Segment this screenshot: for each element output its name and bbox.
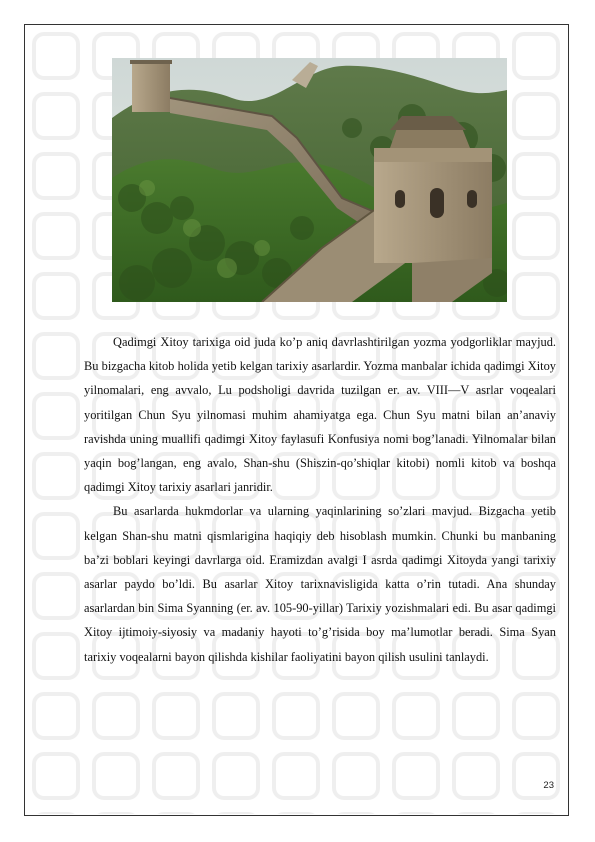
paragraph-2: Bu asarlarda hukmdorlar va ularning yaqinlarining so’zlari mavjud. Bizgacha yetib kelgan Shan-shu matni qismlarigina haqiqiy deb hisoblash mumkin. Chunki bu manbaning ba’zi boblari keyingi davrlarga oid. Eramizdan avalgi I asrda qadimgi Xitoyda yangi tarixiy asarlar paydo bo’ldi. Bu asarlar Xitoy tarixnavisligida katta o’rin tutadi. Ana shunday asarlardan bin Sima Syanning (er. av. 105-90-yillar) Tarixiy yozishmalari edi. Bu asar qadimgi Xitoy ijtimoiy-siyosiy va madaniy hayoti to’g’risida boy ma’lumotlar beradi. Sima Syan tarixiy voqealarni bayon qilishda kishilar faoliyatini bayon qilish usulini tanlaydi. bbox=[84, 504, 556, 664]
great-wall-photo bbox=[112, 58, 507, 302]
page-number: 23 bbox=[543, 780, 554, 791]
paragraph-1: Qadimgi Xitoy tarixiga oid juda ko’p aniq davrlashtirilgan yozma yodgorliklar mayjud. Bu bizgacha kitob holida yetib kelgan tarixiy asarlardir. Yozma manbalar ichida qadimgi Xitoy yilnomalari, eng avvalo, Lu podsholigi davrida tuzilgan er. av. VIII—V asrlar voqealari yoritilgan Chun Syu yilnomasi muhim ahamiyatga ega. Chun Syu matni bilan an’anaviy ravishda uning muallifi qadimgi Xitoy faylasufi Konfusiya nomi bog’lanadi. Yilnomalar bilan yaqin bog’langan, eng avalo, Shan-shu (Shiszin-qo’shiqlar kitobi) nomli kitob va boshqa qadimgi Xitoy tarixiy asarlari janridir. bbox=[84, 335, 556, 495]
body-text bbox=[84, 330, 556, 669]
